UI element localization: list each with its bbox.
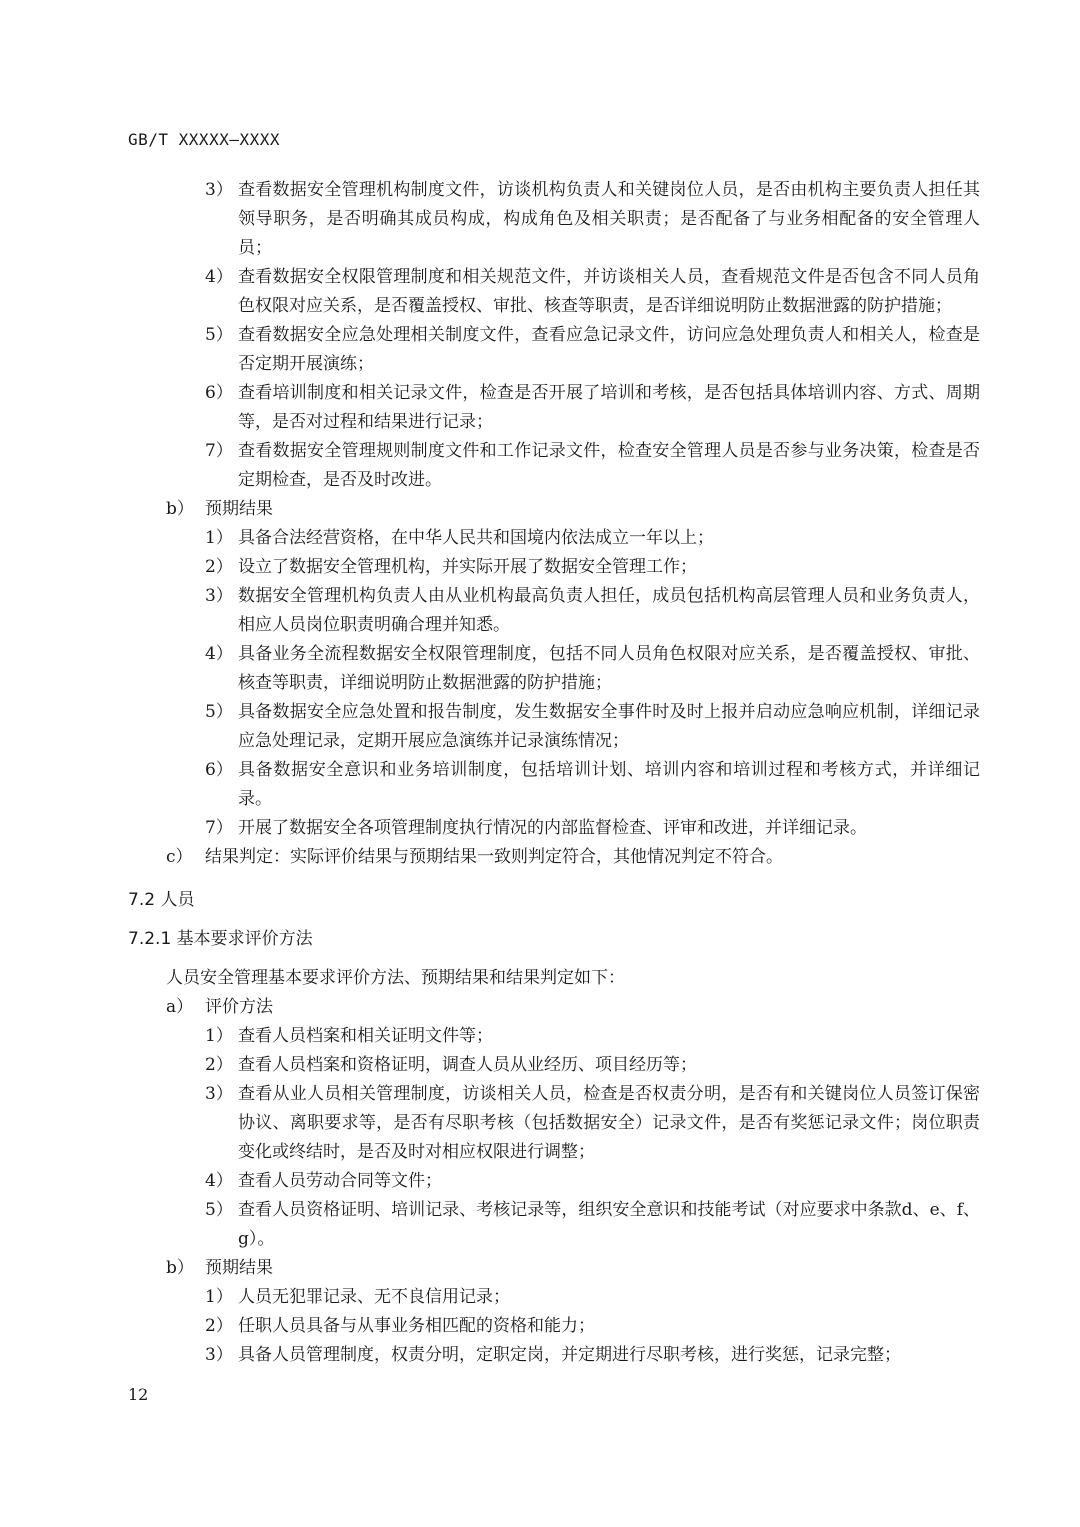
evaluation-method-heading: a） 评价方法 [166, 997, 273, 1017]
expected-results-heading: b） 预期结果 [166, 499, 273, 519]
list-item: 7） 开展了数据安全各项管理制度执行情况的内部监督检查、评审和改进，并详细记录。 [205, 818, 867, 838]
list-item: 7） 查看数据安全管理规则制度文件和工作记录文件，检查安全管理人员是否参与业务决策，检查是否定期检查，是否及时改进。 [205, 441, 980, 490]
document-body [0, 176, 1080, 1370]
expected-results-list [0, 1283, 1080, 1370]
list-item: 3） 查看从业人员相关管理制度，访谈相关人员，检查是否权责分明，是否有和关键岗位人员签订保密协议、离职要求等，是否有尽职考核（包括数据安全）记录文件，是否有奖惩记录文件；岗位职责变化或终结时，是否及时对相应权限进行调整； [205, 1084, 980, 1162]
list-item: 4） 查看数据安全权限管理制度和相关规范文件，并访谈相关人员，查看规范文件是否包含不同人员角色权限对应关系，是否覆盖授权、审批、核查等职责，是否详细说明防止数据泄露的防护措施； [205, 267, 980, 316]
intro-paragraph: 人员安全管理基本要求评价方法、预期结果和结果判定如下： [166, 968, 625, 988]
document-code-header: GB/T XXXXX—XXXX [128, 130, 280, 149]
list-item: 1） 具备合法经营资格，在中华人民共和国境内依法成立一年以上； [205, 528, 714, 548]
page-number: 12 [128, 1385, 149, 1404]
expected-results-list [0, 524, 1080, 843]
list-item: 3） 数据安全管理机构负责人由从业机构最高负责人担任，成员包括机构高层管理人员和业务负责人，相应人员岗位职责明确合理并知悉。 [205, 586, 980, 635]
list-item: 6） 查看培训制度和相关记录文件，检查是否开展了培训和考核，是否包括具体培训内容、方式、周期等，是否对过程和结果进行记录； [205, 383, 980, 432]
list-item: 1） 人员无犯罪记录、无不良信用记录； [205, 1287, 510, 1307]
section-heading-7-2-1: 7.2.1 基本要求评价方法 [128, 929, 313, 949]
list-item: 4） 查看人员劳动合同等文件； [205, 1171, 442, 1191]
list-item: 2） 查看人员档案和资格证明，调查人员从业经历、项目经历等； [205, 1055, 697, 1075]
list-item: 2） 设立了数据安全管理机构，并实际开展了数据安全管理工作； [205, 557, 697, 577]
evaluation-method-list [0, 1022, 1080, 1254]
list-item: 5） 查看数据安全应急处理相关制度文件，查看应急记录文件，访问应急处理负责人和相关人，检查是否定期开展演练； [205, 325, 980, 374]
expected-results-heading: b） 预期结果 [166, 1258, 273, 1278]
list-item: 3） 查看数据安全管理机构制度文件，访谈机构负责人和关键岗位人员，是否由机构主要负责人担任其领导职务，是否明确其成员构成，构成角色及相关职责；是否配备了与业务相配备的安全管理人员； [205, 180, 980, 258]
list-item: 3） 具备人员管理制度，权责分明，定职定岗，并定期进行尽职考核，进行奖惩，记录完整； [205, 1345, 901, 1365]
result-judgment: c） 结果判定：实际评价结果与预期结果一致则判定符合，其他情况判定不符合。 [166, 847, 783, 867]
list-item: 4） 具备业务全流程数据安全权限管理制度，包括不同人员角色权限对应关系，是否覆盖授权、审批、核查等职责，详细说明防止数据泄露的防护措施； [205, 644, 980, 693]
list-item: 6） 具备数据安全意识和业务培训制度，包括培训计划、培训内容和培训过程和考核方式，并详细记录。 [205, 760, 980, 809]
list-item: 5） 具备数据安全应急处置和报告制度，发生数据安全事件时及时上报并启动应急响应机制，详细记录应急处理记录，定期开展应急演练并记录演练情况； [205, 702, 980, 751]
list-item: 1） 查看人员档案和相关证明文件等； [205, 1026, 493, 1046]
list-item: 5） 查看人员资格证明、培训记录、考核记录等，组织安全意识和技能考试（对应要求中条款d、e、f、g）。 [205, 1200, 980, 1249]
evaluation-method-list-continued [0, 176, 1080, 495]
list-item: 2） 任职人员具备与从事业务相匹配的资格和能力； [205, 1316, 595, 1336]
section-heading-7-2: 7.2 人员 [128, 890, 195, 910]
